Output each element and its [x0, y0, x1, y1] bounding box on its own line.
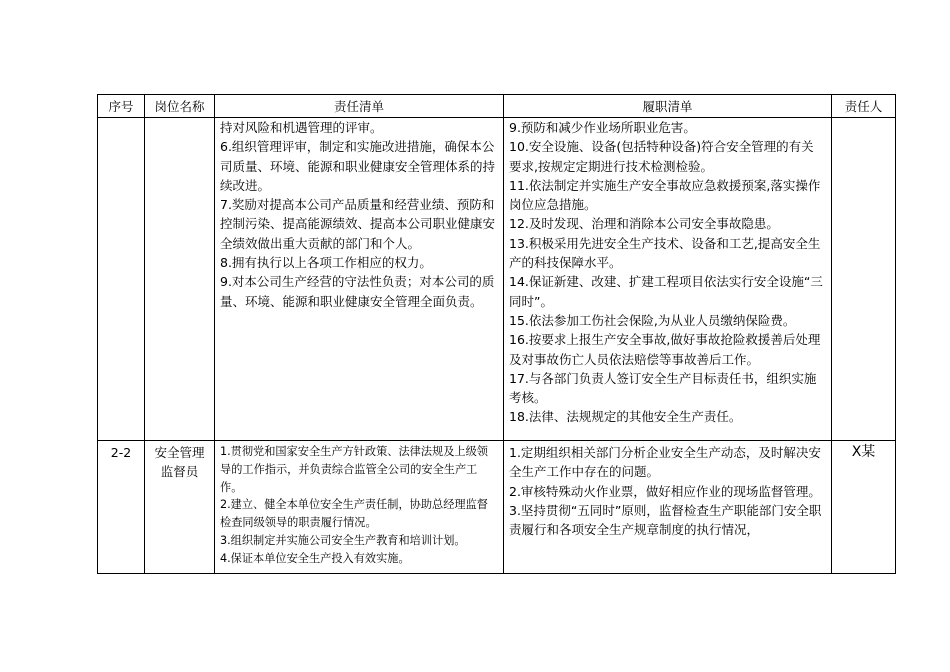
- responsibility-item: 6.组织管理评审，制定和实施改进措施，确保本公司质量、环境、能源和职业健康安全管理体系的持续改进。: [220, 139, 496, 193]
- responsibility-item: 9.对本公司生产经营的守法性负责；对本公司的质量、环境、能源和职业健康安全管理全面负责。: [220, 274, 495, 309]
- duty-item: 3.坚持贯彻“五同时”原则，监督检查生产职能部门安全职责履行和各项安全生产规章制度的执行情况，: [509, 502, 822, 538]
- duty-item: 12.及时发现、治理和消除本公司安全事故隐患。: [509, 216, 779, 232]
- duty-item: 14.保证新建、改建、扩建工程项目依法实行安全设施“三同时”。: [509, 274, 823, 309]
- table-row: [98, 118, 896, 441]
- duty-item: 15.依法参加工伤社会保险,为从业人员缴纳保险费。: [509, 312, 796, 328]
- duty-item: 13.积极采用先进安全生产技术、设备和工艺,提高安全生产的科技保障水平。: [509, 235, 821, 271]
- duty-item: 2.审核特殊动火作业票，做好相应作业的现场监督管理。: [509, 483, 821, 499]
- duty-item: 18.法律、法规规定的其他安全生产责任。: [509, 409, 742, 425]
- responsibilities-cell: [215, 118, 504, 441]
- duty-item: 16.按要求上报生产安全事故,做好事故抢险救援善后处理及对事故伤亡人员依法赔偿等事故善后工作。: [509, 332, 821, 367]
- responsibility-item: 持对风险和机遇管理的评审。: [220, 120, 383, 135]
- responsibility-item: 1.贯彻党和国家安全生产方针政策、法律法规及上级领导的工作指示，并负责综合监管全公司的安全生产工作。: [220, 445, 488, 494]
- person-cell: X某: [832, 441, 896, 574]
- header-position: 岗位名称: [145, 95, 215, 118]
- duty-item: 1.定期组织相关部门分析企业安全生产动态，及时解决安全生产工作中存在的问题。: [509, 445, 821, 480]
- table-row: [98, 441, 896, 574]
- header-row: [98, 95, 896, 118]
- duties-cell: [504, 441, 832, 574]
- responsibility-item: 7.奖励对提高本公司产品质量和经营业绩、预防和控制污染、提高能源绩效、提高本公司职业健康安全绩效做出重大贡献的部门和个人。: [220, 197, 496, 251]
- duty-item: 9.预防和减少作业场所职业危害。: [509, 120, 696, 135]
- duty-item: 11.依法制定并实施生产安全事故应急救援预案,落实操作岗位应急措施。: [509, 177, 821, 213]
- responsibility-item: 4.保证本单位安全生产投入有效实施。: [220, 551, 410, 565]
- duties-cell: [504, 118, 832, 441]
- row-position: [145, 118, 215, 441]
- responsibility-item: 3.组织制定并实施公司安全生产教育和培训计划。: [220, 533, 466, 547]
- responsibility-item: 8.拥有执行以上各项工作相应的权力。: [220, 255, 432, 271]
- person-cell: [832, 118, 896, 441]
- duty-item: 10.安全设施、设备(包括特种设备)符合安全管理的有关要求,按规定定期进行技术检测检验。: [509, 139, 814, 174]
- row-no: 2-2: [98, 441, 145, 574]
- row-no: [98, 118, 145, 441]
- responsibility-item: 2.建立、健全本单位安全生产责任制，协助总经理监督检查同级领导的职责履行情况。: [220, 498, 488, 530]
- header-responsibilities: 责任清单: [215, 95, 504, 118]
- duty-item: 17.与各部门负责人签订安全生产目标责任书，组织实施考核。: [509, 370, 817, 406]
- header-person: 责任人: [832, 95, 896, 118]
- row-position: 安全管理监督员: [145, 441, 215, 574]
- responsibilities-cell: [215, 441, 504, 574]
- header-no: 序号: [98, 95, 145, 118]
- responsibility-table: [97, 94, 896, 574]
- header-duties: 履职清单: [504, 95, 832, 118]
